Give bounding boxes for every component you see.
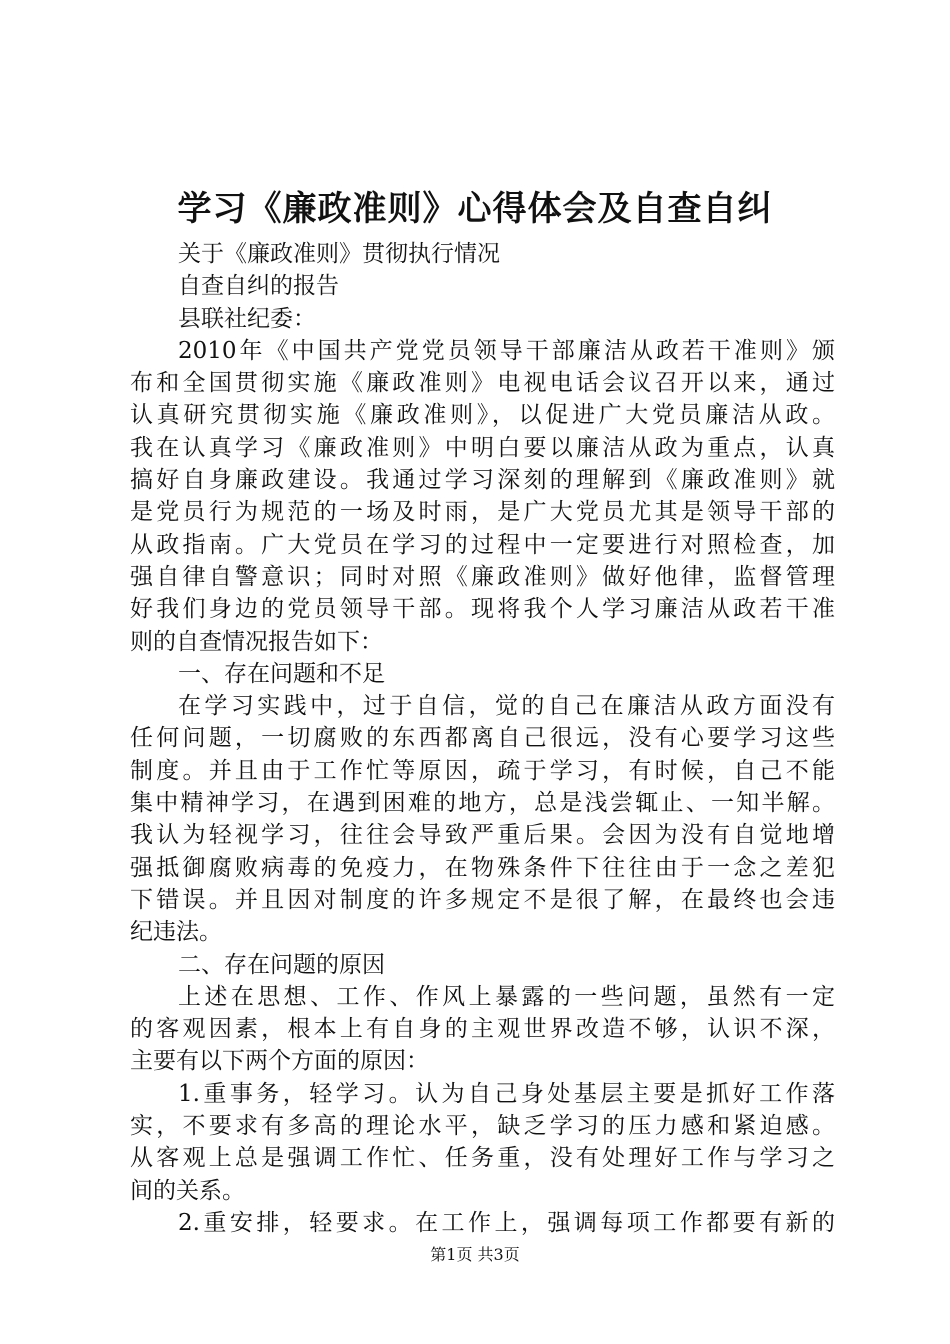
body-line: 在学习实践中，过于自信，觉的自己在廉洁从政方面没有 [178,693,835,720]
body-line: 从政指南。广大党员在学习的过程中一定要进行对照检查，加 [130,531,835,558]
body-line: 二、存在问题的原因 [178,951,385,978]
body-line: 我认为轻视学习，往往会导致严重后果。会因为没有自觉地增 [130,822,835,849]
body-line: 集中精神学习，在遇到困难的地方，总是浅尝辄止、一知半解。 [130,790,835,817]
body-line: 纪违法。 [130,919,222,946]
body-line: 我在认真学习《廉政准则》中明白要以廉洁从政为重点，认真 [130,434,835,461]
body-line: 的客观因素，根本上有自身的主观世界改造不够，认识不深， [130,1016,835,1043]
body-line: 一、存在问题和不足 [178,660,385,687]
body-line: 主要有以下两个方面的原因： [130,1048,429,1075]
body-line: 2010年《中国共产党党员领导干部廉洁从政若干准则》颁 [178,337,835,364]
body-line: 布和全国贯彻实施《廉政准则》电视电话会议召开以来，通过 [130,370,835,397]
body-line: 2.重安排，轻要求。在工作上，强调每项工作都要有新的 [178,1209,835,1236]
body-line: 认真研究贯彻实施《廉政准则》，以促进广大党员廉洁从政。 [130,402,835,429]
body-line: 任何问题，一切腐败的东西都离自己很远，没有心要学习这些 [130,725,835,752]
body-line: 强抵御腐败病毒的免疫力，在物殊条件下往往由于一念之差犯 [130,854,835,881]
document-body [130,238,835,1239]
body-line: 搞好自身廉政建设。我通过学习深刻的理解到《廉政准则》就 [130,467,835,494]
body-line: 下错误。并且因对制度的许多规定不是很了解，在最终也会违 [130,886,835,913]
body-line: 强自律自警意识；同时对照《廉政准则》做好他律，监督管理 [130,563,835,590]
body-line: 是党员行为规范的一场及时雨，是广大党员尤其是领导干部的 [130,499,835,526]
body-line: 实，不要求有多高的理论水平，缺乏学习的压力感和紧迫感。 [130,1113,835,1140]
body-line: 制度。并且由于工作忙等原因，疏于学习，有时候，自己不能 [130,757,835,784]
body-line: 1.重事务，轻学习。认为自己身处基层主要是抓好工作落 [178,1080,835,1107]
body-line: 关于《廉政准则》贯彻执行情况 [178,241,500,267]
body-line: 间的关系。 [130,1177,245,1204]
body-line: 从客观上总是强调工作忙、任务重，没有处理好工作与学习之 [130,1145,835,1172]
body-line: 则的自查情况报告如下： [130,628,383,655]
body-line: 县联社纪委： [178,305,316,332]
body-line: 好我们身边的党员领导干部。现将我个人学习廉洁从政若干准 [130,596,835,623]
body-line: 上述在思想、工作、作风上暴露的一些问题，虽然有一定 [178,983,835,1010]
document-title: 学习《廉政准则》心得体会及自查自纠 [177,189,773,229]
page-footer: 第1页 共3页 [430,1245,520,1264]
body-line: 自查自纠的报告 [178,273,339,300]
